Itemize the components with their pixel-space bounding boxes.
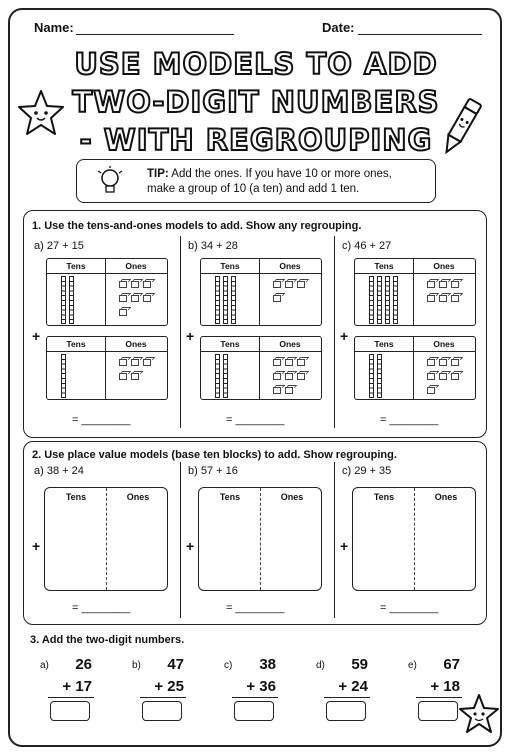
ten-rod xyxy=(377,354,382,398)
title-line-1: USE MODELS TO ADD xyxy=(74,47,438,81)
problem-label: c) 46 + 27 xyxy=(342,240,392,252)
problem-label: b) 57 + 16 xyxy=(188,465,238,477)
ten-rod xyxy=(369,276,374,324)
addend-bottom: + 36 xyxy=(246,678,276,695)
answer-blank[interactable]: = ________ xyxy=(226,602,285,614)
problem-label: a) 27 + 15 xyxy=(34,240,84,252)
tens-header: Tens xyxy=(65,492,87,502)
one-cube xyxy=(273,359,281,366)
tens-ones-table xyxy=(200,258,322,326)
addend-bottom: + 25 xyxy=(154,678,184,695)
one-cube xyxy=(119,359,127,366)
one-cube xyxy=(143,281,151,288)
answer-box[interactable] xyxy=(50,701,90,721)
sum-line xyxy=(48,697,94,698)
one-cube xyxy=(143,295,151,302)
date-field[interactable] xyxy=(358,34,482,35)
problem-label: b) xyxy=(132,660,141,671)
tens-header: Tens xyxy=(201,337,259,352)
ones-header: Ones xyxy=(434,492,458,502)
tens-ones-table xyxy=(354,336,476,400)
one-cube xyxy=(297,373,305,380)
one-cube xyxy=(131,359,139,366)
ones-header: Ones xyxy=(413,337,475,352)
tens-ones-table xyxy=(46,258,168,326)
tens-ones-table xyxy=(354,258,476,326)
ten-rod xyxy=(69,276,74,324)
one-cube xyxy=(427,295,435,302)
section-1-instruction: 1. Use the tens-and-ones models to add. Show any regrouping. xyxy=(32,220,362,232)
one-cube xyxy=(143,359,151,366)
ten-rod xyxy=(223,354,228,398)
ones-header: Ones xyxy=(126,492,150,502)
place-value-mat[interactable] xyxy=(198,487,322,591)
one-cube xyxy=(451,295,459,302)
answer-blank[interactable]: = ________ xyxy=(380,414,439,426)
section-3-instruction: 3. Add the two-digit numbers. xyxy=(30,634,185,646)
table-divider xyxy=(413,259,414,325)
star-icon xyxy=(16,88,66,138)
title-line-2: TWO-DIGIT NUMBERS xyxy=(72,85,440,119)
name-label: Name: xyxy=(34,20,74,35)
tens-ones-table xyxy=(200,336,322,400)
sum-line xyxy=(140,697,186,698)
one-cube xyxy=(273,387,281,394)
ten-rod xyxy=(377,276,382,324)
addend-bottom: + 24 xyxy=(338,678,368,695)
place-value-mat[interactable] xyxy=(44,487,168,591)
title-line-3: - WITH REGROUPING xyxy=(79,123,433,157)
sum-line xyxy=(416,697,462,698)
one-cube xyxy=(297,359,305,366)
tens-header: Tens xyxy=(47,259,105,274)
ten-rod xyxy=(393,276,398,324)
ten-rod xyxy=(215,276,220,324)
tens-header: Tens xyxy=(373,492,395,502)
one-cube xyxy=(427,387,435,394)
addend-top: 47 xyxy=(167,656,184,673)
sum-line xyxy=(324,697,370,698)
divider xyxy=(334,236,335,428)
one-cube xyxy=(273,295,281,302)
place-value-mat[interactable] xyxy=(352,487,476,591)
ones-header: Ones xyxy=(280,492,304,502)
ten-rod xyxy=(61,354,66,398)
addend-top: 26 xyxy=(75,656,92,673)
lightbulb-icon xyxy=(95,165,125,197)
table-divider xyxy=(105,337,106,399)
table-divider xyxy=(259,337,260,399)
pencil-icon xyxy=(436,92,486,162)
dashed-divider xyxy=(414,488,415,590)
dashed-divider xyxy=(106,488,107,590)
plus-sign: + xyxy=(186,538,195,554)
tens-header: Tens xyxy=(355,337,413,352)
answer-box[interactable] xyxy=(142,701,182,721)
answer-blank[interactable]: = ________ xyxy=(72,414,131,426)
tens-header: Tens xyxy=(201,259,259,274)
table-divider xyxy=(105,259,106,325)
sum-line xyxy=(232,697,278,698)
date-label: Date: xyxy=(322,20,355,35)
ones-header: Ones xyxy=(259,259,321,274)
one-cube xyxy=(427,359,435,366)
one-cube xyxy=(451,373,459,380)
name-field[interactable] xyxy=(76,34,234,35)
one-cube xyxy=(427,373,435,380)
tens-header: Tens xyxy=(219,492,241,502)
answer-blank[interactable]: = ________ xyxy=(72,602,131,614)
answer-blank[interactable]: = ________ xyxy=(380,602,439,614)
answer-blank[interactable]: = ________ xyxy=(226,414,285,426)
problem-label: d) xyxy=(316,660,325,671)
one-cube xyxy=(439,359,447,366)
divider xyxy=(180,236,181,428)
one-cube xyxy=(131,281,139,288)
tens-header: Tens xyxy=(47,337,105,352)
one-cube xyxy=(119,309,127,316)
one-cube xyxy=(451,359,459,366)
one-cube xyxy=(131,295,139,302)
table-divider xyxy=(259,259,260,325)
addend-bottom: + 17 xyxy=(62,678,92,695)
one-cube xyxy=(439,373,447,380)
one-cube xyxy=(439,295,447,302)
divider xyxy=(334,462,335,618)
one-cube xyxy=(285,281,293,288)
dashed-divider xyxy=(260,488,261,590)
tip-label: TIP: xyxy=(147,168,169,180)
section-2-instruction: 2. Use place value models (base ten blocks) to add. Show regrouping. xyxy=(32,449,397,461)
table-divider xyxy=(413,337,414,399)
one-cube xyxy=(439,281,447,288)
one-cube xyxy=(297,281,305,288)
problem-label: b) 34 + 28 xyxy=(188,240,238,252)
one-cube xyxy=(119,373,127,380)
one-cube xyxy=(273,281,281,288)
problem-label: a) 38 + 24 xyxy=(34,465,84,477)
addend-bottom: + 18 xyxy=(430,678,460,695)
one-cube xyxy=(451,281,459,288)
plus-sign: + xyxy=(32,328,41,344)
addend-top: 67 xyxy=(443,656,460,673)
answer-box[interactable] xyxy=(234,701,274,721)
ten-rod xyxy=(385,276,390,324)
one-cube xyxy=(285,373,293,380)
star-icon xyxy=(456,692,502,738)
problem-label: c) 29 + 35 xyxy=(342,465,392,477)
ten-rod xyxy=(61,276,66,324)
answer-box[interactable] xyxy=(418,701,458,721)
plus-sign: + xyxy=(186,328,195,344)
ten-rod xyxy=(369,354,374,398)
ones-header: Ones xyxy=(105,337,167,352)
ones-header: Ones xyxy=(413,259,475,274)
addend-top: 38 xyxy=(259,656,276,673)
plus-sign: + xyxy=(340,328,349,344)
problem-label: c) xyxy=(224,660,233,671)
ten-rod xyxy=(231,276,236,324)
one-cube xyxy=(131,373,139,380)
ten-rod xyxy=(223,276,228,324)
ones-header: Ones xyxy=(259,337,321,352)
plus-sign: + xyxy=(340,538,349,554)
one-cube xyxy=(427,281,435,288)
one-cube xyxy=(119,281,127,288)
problem-label: a) xyxy=(40,660,49,671)
answer-box[interactable] xyxy=(326,701,366,721)
addend-top: 59 xyxy=(351,656,368,673)
plus-sign: + xyxy=(32,538,41,554)
one-cube xyxy=(119,295,127,302)
ones-header: Ones xyxy=(105,259,167,274)
one-cube xyxy=(273,373,281,380)
one-cube xyxy=(285,387,293,394)
divider xyxy=(180,462,181,618)
ten-rod xyxy=(215,354,220,398)
tens-ones-table xyxy=(46,336,168,400)
problem-label: e) xyxy=(408,660,417,671)
tip-line-2: make a group of 10 (a ten) and add 1 ten. xyxy=(147,183,360,195)
tens-header: Tens xyxy=(355,259,413,274)
tip-box xyxy=(76,159,436,203)
tip-line-1: Add the ones. If you have 10 or more ones, xyxy=(171,168,392,180)
one-cube xyxy=(285,359,293,366)
